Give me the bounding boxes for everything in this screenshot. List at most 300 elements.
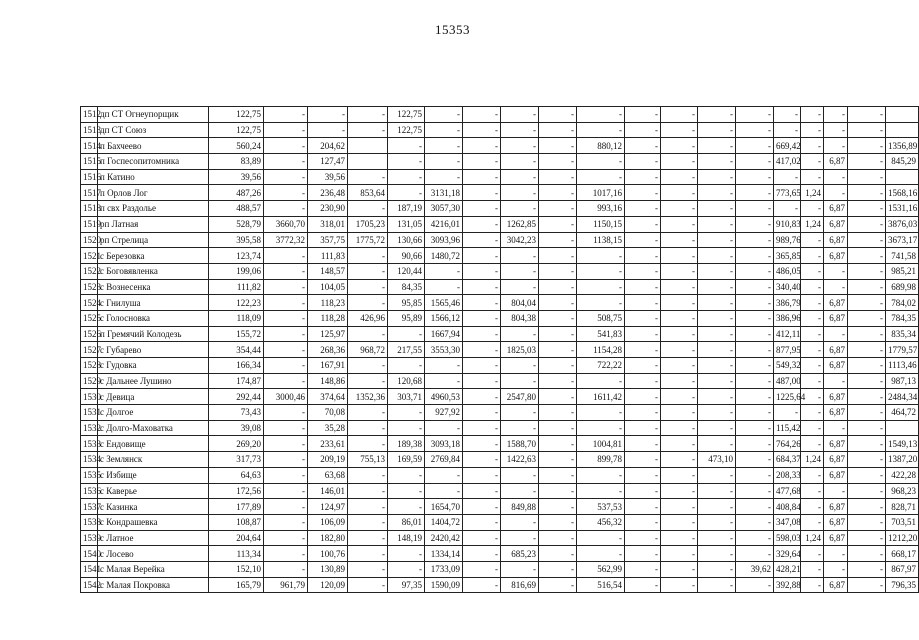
value-cell: 1334,14 bbox=[425, 546, 463, 562]
value-cell: - bbox=[736, 310, 774, 326]
value-cell: - bbox=[824, 169, 848, 185]
value-cell: - bbox=[661, 467, 698, 483]
value-cell: - bbox=[736, 530, 774, 546]
value-cell: 487,26 bbox=[209, 185, 264, 201]
value-cell: 755,13 bbox=[348, 452, 388, 468]
value-cell: - bbox=[463, 358, 501, 374]
value-cell: - bbox=[736, 546, 774, 562]
value-cell: - bbox=[625, 154, 661, 170]
value-cell: - bbox=[388, 169, 425, 185]
value-cell: - bbox=[348, 107, 388, 123]
value-cell: 1404,72 bbox=[425, 514, 463, 530]
value-cell: - bbox=[698, 263, 736, 279]
value-cell: - bbox=[736, 248, 774, 264]
value-cell: - bbox=[698, 216, 736, 232]
value-cell: 1138,15 bbox=[577, 232, 625, 248]
row-number-cell: 1525 bbox=[81, 310, 98, 326]
value-cell: - bbox=[625, 169, 661, 185]
value-cell: - bbox=[736, 107, 774, 123]
value-cell: 100,76 bbox=[308, 546, 348, 562]
value-cell: 1590,09 bbox=[425, 577, 463, 593]
value-cell: - bbox=[539, 405, 577, 421]
row-number-cell: 1516 bbox=[81, 169, 98, 185]
value-cell: - bbox=[698, 248, 736, 264]
value-cell: 146,01 bbox=[308, 483, 348, 499]
value-cell: - bbox=[539, 169, 577, 185]
row-number-cell: 1528 bbox=[81, 358, 98, 374]
value-cell: - bbox=[425, 358, 463, 374]
value-cell: 1017,16 bbox=[577, 185, 625, 201]
value-cell: - bbox=[539, 389, 577, 405]
table-row bbox=[81, 389, 919, 405]
value-cell: - bbox=[501, 358, 539, 374]
value-cell: - bbox=[425, 373, 463, 389]
value-cell: 111,82 bbox=[209, 279, 264, 295]
value-cell: - bbox=[661, 420, 698, 436]
settlement-name-cell: п свх Раздолье bbox=[98, 201, 209, 217]
value-cell: - bbox=[463, 436, 501, 452]
table-row bbox=[81, 530, 919, 546]
value-cell: 1549,13 bbox=[886, 436, 919, 452]
value-cell: - bbox=[539, 514, 577, 530]
value-cell: - bbox=[848, 326, 886, 342]
value-cell: - bbox=[848, 514, 886, 530]
value-cell: 528,79 bbox=[209, 216, 264, 232]
value-cell: - bbox=[425, 138, 463, 154]
value-cell: - bbox=[661, 405, 698, 421]
value-cell: 6,87 bbox=[824, 154, 848, 170]
value-cell: - bbox=[348, 577, 388, 593]
value-cell: 993,16 bbox=[577, 201, 625, 217]
value-cell: - bbox=[625, 326, 661, 342]
value-cell bbox=[886, 169, 919, 185]
value-cell: 6,87 bbox=[824, 248, 848, 264]
value-cell: - bbox=[264, 122, 308, 138]
value-cell: - bbox=[736, 169, 774, 185]
value-cell: 408,84 bbox=[774, 499, 801, 515]
row-number-cell: 1540 bbox=[81, 546, 98, 562]
value-cell: - bbox=[661, 389, 698, 405]
value-cell: 1387,20 bbox=[886, 452, 919, 468]
value-cell: - bbox=[661, 546, 698, 562]
table-row bbox=[81, 169, 919, 185]
value-cell: 269,20 bbox=[209, 436, 264, 452]
value-cell: - bbox=[801, 561, 824, 577]
value-cell: 166,34 bbox=[209, 358, 264, 374]
value-cell: 104,05 bbox=[308, 279, 348, 295]
value-cell: - bbox=[698, 420, 736, 436]
value-cell: 95,89 bbox=[388, 310, 425, 326]
value-cell: - bbox=[736, 405, 774, 421]
value-cell: - bbox=[501, 248, 539, 264]
settlement-name-cell: с Гнилуша bbox=[98, 295, 209, 311]
value-cell: 899,78 bbox=[577, 452, 625, 468]
table-row bbox=[81, 201, 919, 217]
value-cell: 804,38 bbox=[501, 310, 539, 326]
value-cell: - bbox=[698, 561, 736, 577]
value-cell: - bbox=[625, 483, 661, 499]
value-cell: - bbox=[463, 263, 501, 279]
value-cell: - bbox=[661, 483, 698, 499]
value-cell: - bbox=[577, 295, 625, 311]
value-cell: - bbox=[388, 326, 425, 342]
table-row bbox=[81, 216, 919, 232]
value-cell: 155,72 bbox=[209, 326, 264, 342]
value-cell: - bbox=[264, 514, 308, 530]
value-cell: 374,64 bbox=[308, 389, 348, 405]
value-cell: - bbox=[698, 577, 736, 593]
value-cell: - bbox=[801, 483, 824, 499]
value-cell: 3057,30 bbox=[425, 201, 463, 217]
value-cell: - bbox=[661, 295, 698, 311]
value-cell: - bbox=[463, 138, 501, 154]
value-cell: - bbox=[463, 232, 501, 248]
value-cell: 347,08 bbox=[774, 514, 801, 530]
value-cell: - bbox=[698, 389, 736, 405]
value-cell: - bbox=[824, 326, 848, 342]
value-cell: 669,42 bbox=[774, 138, 801, 154]
settlement-name-cell: с Малая Верейка bbox=[98, 561, 209, 577]
value-cell: - bbox=[501, 279, 539, 295]
value-cell: - bbox=[388, 499, 425, 515]
value-cell: - bbox=[661, 358, 698, 374]
value-cell: - bbox=[463, 373, 501, 389]
table-row bbox=[81, 499, 919, 515]
value-cell: 148,19 bbox=[388, 530, 425, 546]
value-cell: 6,87 bbox=[824, 295, 848, 311]
value-cell: - bbox=[501, 420, 539, 436]
value-cell: 182,80 bbox=[308, 530, 348, 546]
value-cell: 131,05 bbox=[388, 216, 425, 232]
value-cell: - bbox=[774, 405, 801, 421]
value-cell: 1150,15 bbox=[577, 216, 625, 232]
value-cell: 3660,70 bbox=[264, 216, 308, 232]
value-cell: - bbox=[388, 483, 425, 499]
value-cell: 804,04 bbox=[501, 295, 539, 311]
value-cell: - bbox=[625, 358, 661, 374]
value-cell: - bbox=[736, 389, 774, 405]
settlement-name-cell: п Катино bbox=[98, 169, 209, 185]
value-cell: - bbox=[348, 279, 388, 295]
value-cell: - bbox=[388, 546, 425, 562]
value-cell bbox=[886, 420, 919, 436]
settlement-name-cell: п Бахчеево bbox=[98, 138, 209, 154]
value-cell: 560,24 bbox=[209, 138, 264, 154]
value-cell: - bbox=[661, 248, 698, 264]
value-cell: - bbox=[264, 295, 308, 311]
value-cell: 549,32 bbox=[774, 358, 801, 374]
value-cell: - bbox=[577, 373, 625, 389]
value-cell: 118,23 bbox=[308, 295, 348, 311]
row-number-cell: 1531 bbox=[81, 405, 98, 421]
value-cell: 357,75 bbox=[308, 232, 348, 248]
table-row bbox=[81, 263, 919, 279]
value-cell: - bbox=[463, 185, 501, 201]
value-cell: 130,66 bbox=[388, 232, 425, 248]
table-row bbox=[81, 232, 919, 248]
row-number-cell: 1518 bbox=[81, 201, 98, 217]
value-cell: 1733,09 bbox=[425, 561, 463, 577]
value-cell: - bbox=[661, 326, 698, 342]
row-number-cell: 1522 bbox=[81, 263, 98, 279]
value-cell: - bbox=[539, 499, 577, 515]
value-cell: 1480,72 bbox=[425, 248, 463, 264]
value-cell: - bbox=[824, 263, 848, 279]
value-cell: - bbox=[848, 107, 886, 123]
value-cell: 541,83 bbox=[577, 326, 625, 342]
value-cell: - bbox=[388, 467, 425, 483]
value-cell: - bbox=[801, 122, 824, 138]
row-number-cell: 1513 bbox=[81, 122, 98, 138]
value-cell: - bbox=[348, 358, 388, 374]
settlement-name-cell: п Госпесопитомника bbox=[98, 154, 209, 170]
value-cell: 2547,80 bbox=[501, 389, 539, 405]
value-cell: 562,99 bbox=[577, 561, 625, 577]
value-cell: 174,87 bbox=[209, 373, 264, 389]
value-cell: 428,21 bbox=[774, 561, 801, 577]
value-cell: - bbox=[501, 185, 539, 201]
value-cell: 816,69 bbox=[501, 577, 539, 593]
value-cell: - bbox=[463, 514, 501, 530]
row-number-cell: 1526 bbox=[81, 326, 98, 342]
value-cell: - bbox=[848, 185, 886, 201]
value-cell: - bbox=[661, 201, 698, 217]
settlement-name-cell: с Латное bbox=[98, 530, 209, 546]
value-cell: - bbox=[848, 389, 886, 405]
value-cell: 880,12 bbox=[577, 138, 625, 154]
value-cell bbox=[348, 138, 388, 154]
value-cell: - bbox=[539, 138, 577, 154]
value-cell: 487,00 bbox=[774, 373, 801, 389]
table-row bbox=[81, 122, 919, 138]
value-cell: 985,21 bbox=[886, 263, 919, 279]
value-cell: 773,65 bbox=[774, 185, 801, 201]
value-cell: 417,02 bbox=[774, 154, 801, 170]
value-cell: - bbox=[848, 483, 886, 499]
value-cell: - bbox=[388, 138, 425, 154]
value-cell: 1,24 bbox=[801, 452, 824, 468]
row-number-cell: 1541 bbox=[81, 561, 98, 577]
value-cell: 828,71 bbox=[886, 499, 919, 515]
value-cell: 6,87 bbox=[824, 389, 848, 405]
value-cell: - bbox=[625, 389, 661, 405]
value-cell: - bbox=[824, 279, 848, 295]
value-cell: - bbox=[824, 138, 848, 154]
value-cell: 987,13 bbox=[886, 373, 919, 389]
value-cell: - bbox=[848, 342, 886, 358]
value-cell: - bbox=[501, 107, 539, 123]
value-cell: - bbox=[736, 138, 774, 154]
value-cell: 392,88 bbox=[774, 577, 801, 593]
value-cell: - bbox=[698, 358, 736, 374]
value-cell: - bbox=[539, 295, 577, 311]
value-cell: 877,95 bbox=[774, 342, 801, 358]
value-cell: - bbox=[698, 483, 736, 499]
value-cell: - bbox=[348, 373, 388, 389]
settlement-name-cell: с Вознесенка bbox=[98, 279, 209, 295]
value-cell: 1004,81 bbox=[577, 436, 625, 452]
value-cell: 1113,46 bbox=[886, 358, 919, 374]
value-cell: 118,28 bbox=[308, 310, 348, 326]
value-cell: - bbox=[848, 358, 886, 374]
value-cell: - bbox=[425, 169, 463, 185]
value-cell: - bbox=[848, 546, 886, 562]
value-cell: 6,87 bbox=[824, 358, 848, 374]
value-cell: 152,10 bbox=[209, 561, 264, 577]
value-cell: - bbox=[264, 310, 308, 326]
value-cell: 784,35 bbox=[886, 310, 919, 326]
value-cell: 169,59 bbox=[388, 452, 425, 468]
value-cell: 329,64 bbox=[774, 546, 801, 562]
table-row bbox=[81, 405, 919, 421]
value-cell: - bbox=[348, 483, 388, 499]
value-cell: - bbox=[539, 232, 577, 248]
value-cell: 508,75 bbox=[577, 310, 625, 326]
value-cell: - bbox=[801, 420, 824, 436]
value-cell: 84,35 bbox=[388, 279, 425, 295]
value-cell: - bbox=[501, 326, 539, 342]
value-cell: 6,87 bbox=[824, 514, 848, 530]
table-row bbox=[81, 154, 919, 170]
value-cell: 1779,57 bbox=[886, 342, 919, 358]
value-cell: - bbox=[501, 373, 539, 389]
value-cell: - bbox=[698, 499, 736, 515]
value-cell: 122,23 bbox=[209, 295, 264, 311]
value-cell: 217,55 bbox=[388, 342, 425, 358]
value-cell: - bbox=[801, 201, 824, 217]
table-row bbox=[81, 295, 919, 311]
value-cell: 83,89 bbox=[209, 154, 264, 170]
value-cell: - bbox=[577, 530, 625, 546]
value-cell: 4216,01 bbox=[425, 216, 463, 232]
value-cell: - bbox=[577, 169, 625, 185]
value-cell: 6,87 bbox=[824, 216, 848, 232]
value-cell: - bbox=[264, 530, 308, 546]
value-cell: - bbox=[848, 310, 886, 326]
value-cell: 386,79 bbox=[774, 295, 801, 311]
value-cell: - bbox=[801, 499, 824, 515]
value-cell: 845,29 bbox=[886, 154, 919, 170]
value-cell: - bbox=[848, 138, 886, 154]
value-cell: - bbox=[463, 499, 501, 515]
value-cell: - bbox=[848, 373, 886, 389]
row-number-cell: 1514 bbox=[81, 138, 98, 154]
value-cell: 340,40 bbox=[774, 279, 801, 295]
value-cell: - bbox=[463, 483, 501, 499]
value-cell: 486,05 bbox=[774, 263, 801, 279]
value-cell: 961,79 bbox=[264, 577, 308, 593]
value-cell: - bbox=[736, 483, 774, 499]
page-number: 15353 bbox=[435, 22, 470, 37]
value-cell: - bbox=[463, 546, 501, 562]
value-cell: 968,72 bbox=[348, 342, 388, 358]
value-cell: - bbox=[698, 295, 736, 311]
value-cell: - bbox=[801, 467, 824, 483]
value-cell: 6,87 bbox=[824, 342, 848, 358]
value-cell: 1705,23 bbox=[348, 216, 388, 232]
table-row bbox=[81, 185, 919, 201]
value-cell: 684,37 bbox=[774, 452, 801, 468]
value-cell: - bbox=[848, 122, 886, 138]
value-cell: 722,22 bbox=[577, 358, 625, 374]
settlement-name-cell: с Малая Покровка bbox=[98, 577, 209, 593]
value-cell: 456,32 bbox=[577, 514, 625, 530]
value-cell: 111,83 bbox=[308, 248, 348, 264]
value-cell: - bbox=[539, 530, 577, 546]
value-cell: 199,06 bbox=[209, 263, 264, 279]
value-cell: - bbox=[801, 436, 824, 452]
value-cell: - bbox=[801, 232, 824, 248]
value-cell: - bbox=[501, 263, 539, 279]
value-cell: 668,17 bbox=[886, 546, 919, 562]
table-row bbox=[81, 107, 919, 123]
value-cell: 127,47 bbox=[308, 154, 348, 170]
value-cell: - bbox=[661, 499, 698, 515]
value-cell: 125,97 bbox=[308, 326, 348, 342]
value-cell: - bbox=[425, 122, 463, 138]
value-cell: 516,54 bbox=[577, 577, 625, 593]
value-cell: - bbox=[539, 561, 577, 577]
value-cell: - bbox=[625, 279, 661, 295]
settlement-name-cell: с Березовка bbox=[98, 248, 209, 264]
value-cell: - bbox=[736, 279, 774, 295]
value-cell: - bbox=[348, 514, 388, 530]
value-cell: - bbox=[348, 326, 388, 342]
value-cell: 292,44 bbox=[209, 389, 264, 405]
value-cell: - bbox=[801, 358, 824, 374]
settlement-name-cell: с Избище bbox=[98, 467, 209, 483]
settlement-name-cell: с Землянск bbox=[98, 452, 209, 468]
value-cell: 3673,17 bbox=[886, 232, 919, 248]
value-cell: 148,86 bbox=[308, 373, 348, 389]
row-number-cell: 1536 bbox=[81, 483, 98, 499]
value-cell: - bbox=[425, 467, 463, 483]
value-cell: - bbox=[425, 107, 463, 123]
value-cell: - bbox=[388, 154, 425, 170]
value-cell: 1566,12 bbox=[425, 310, 463, 326]
value-cell: - bbox=[698, 279, 736, 295]
value-cell: - bbox=[736, 577, 774, 593]
value-cell: - bbox=[661, 561, 698, 577]
value-cell: - bbox=[736, 436, 774, 452]
value-cell: - bbox=[736, 420, 774, 436]
value-cell: - bbox=[264, 467, 308, 483]
value-cell: - bbox=[501, 405, 539, 421]
settlement-name-cell: с Ендовище bbox=[98, 436, 209, 452]
value-cell: - bbox=[264, 499, 308, 515]
value-cell: - bbox=[698, 201, 736, 217]
value-cell: 477,68 bbox=[774, 483, 801, 499]
value-cell: - bbox=[848, 263, 886, 279]
value-cell: - bbox=[736, 452, 774, 468]
value-cell: - bbox=[348, 169, 388, 185]
value-cell: - bbox=[501, 138, 539, 154]
value-cell: 784,02 bbox=[886, 295, 919, 311]
value-cell: 3042,23 bbox=[501, 232, 539, 248]
value-cell: - bbox=[774, 107, 801, 123]
value-cell: 835,34 bbox=[886, 326, 919, 342]
value-cell: 488,57 bbox=[209, 201, 264, 217]
value-cell: 1611,42 bbox=[577, 389, 625, 405]
value-cell: - bbox=[824, 420, 848, 436]
value-cell: 172,56 bbox=[209, 483, 264, 499]
value-cell: 209,19 bbox=[308, 452, 348, 468]
value-cell: - bbox=[539, 467, 577, 483]
value-cell: - bbox=[264, 342, 308, 358]
table-body bbox=[81, 107, 919, 593]
value-cell: - bbox=[501, 530, 539, 546]
value-cell: - bbox=[539, 263, 577, 279]
